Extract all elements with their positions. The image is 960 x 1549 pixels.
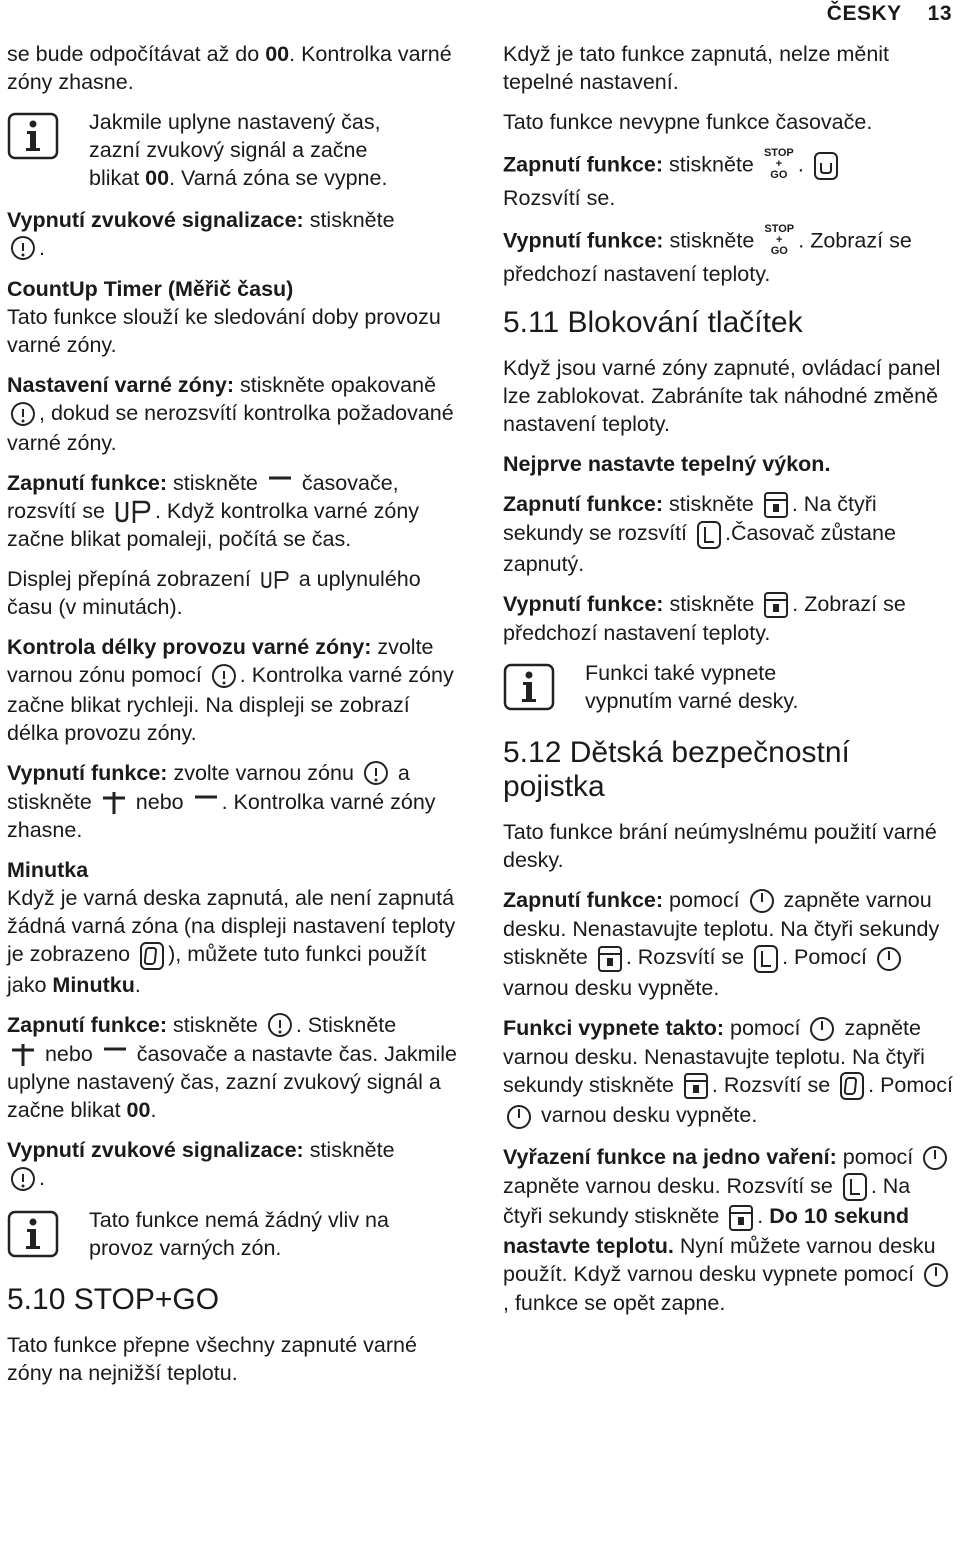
minus-icon (193, 793, 219, 813)
power-icon (922, 1144, 948, 1172)
lock-icon (683, 1072, 709, 1100)
paragraph-sound-off: Vypnutí zvukové signalizace: stiskněte . (7, 206, 467, 263)
zone-select-icon (267, 1012, 293, 1040)
section-title-key-lock: 5.11 Blokování tlačítek (503, 306, 803, 339)
power-icon (809, 1015, 835, 1043)
lock-display-icon (696, 520, 722, 550)
info-icon (7, 1210, 59, 1265)
stop-go-display-icon (813, 151, 839, 181)
zone-select-icon (10, 401, 36, 429)
paragraph-minutka: Když je varná deska zapnutá, ale není zapnutá žádná varná zóna (na displeji nastavení teploty je zobrazeno ), můžete tuto funkci použít jako Minutku. (7, 886, 456, 997)
info-note-text: Funkci také vypnete vypnutím varné desky. (585, 660, 799, 713)
paragraph-lock-off: Vypnutí funkce: stiskněte . Zobrazí se předchozí nastavení teploty. (503, 591, 906, 645)
section-title-stop-go: 5.10 STOP+GO (7, 1282, 220, 1316)
paragraph-display: Displej přepíná zobrazení a uplynulého času (v minutách). (7, 566, 421, 620)
zone-select-icon (211, 663, 237, 691)
language-label: ČESKY (826, 2, 902, 25)
info-note (7, 1206, 467, 1265)
paragraph-check: Kontrola délky provozu varné zóny: zvolte varnou zónu pomocí . Kontrolka varné zóny začne blikat rychleji. Na displeji se zobrazí délka provozu zóny. (7, 635, 454, 745)
paragraph-minutka-sound-off: Vypnutí zvukové signalizace: stiskněte . (7, 1136, 467, 1193)
paragraph-child-on: Zapnutí funkce: pomocí zapněte varnou desku. Nenastavujte teplotu. Na čtyři sekundy stiskněte . Rozsvítí se . Pomocí varnou desku vypněte. (503, 887, 940, 1000)
info-icon (7, 112, 59, 167)
paragraph-minutka-on: Zapnutí funkce: stiskněte . Stiskněte nebo časovače a nastavte čas. Jakmile uplyne nastavený čas, zazní zvukový signál a začne blikat 00. (7, 1012, 458, 1123)
stop-go-icon: STOP + GO (763, 147, 794, 181)
left-column (7, 40, 467, 1399)
paragraph-stop-go-on: Zapnutí funkce: stiskněte STOP + GO . Rozsvítí se. (503, 148, 955, 212)
lock-icon (597, 945, 623, 973)
info-icon (503, 663, 555, 718)
key-lock-first: Nejprve nastavte tepelný výkon. (503, 452, 831, 476)
plus-icon (101, 790, 127, 816)
paragraph-child-once: Vyřazení funkce na jedno vaření: pomocí zapněte varnou desku. Rozsvítí se . Na čtyři sekundy stiskněte . Do 10 sekund nastavte teplotu. Nyní můžete varnou desku použít. Když varnou desku vypnete pomocí , funkce se opět zapne. (503, 1143, 955, 1317)
countup-description: Tato funkce slouží ke sledování doby provozu varné zóny. (7, 305, 441, 358)
lock-icon (728, 1204, 754, 1232)
right-column (503, 40, 955, 1329)
paragraph-on: Zapnutí funkce: stiskněte časovače, rozsvítí se . Když kontrolka varné zóny začne blikat pomaleji, počítá se čas. (7, 470, 420, 551)
stop-go-description: Tato funkce přepne všechny zapnuté varné zóny na nejnižší teplotu. (7, 1332, 417, 1385)
lock-display-icon (842, 1172, 868, 1202)
zero-display-icon (139, 941, 165, 971)
power-icon (749, 887, 775, 915)
paragraph-lock-on: Zapnutí funkce: stiskněte . Na čtyři sekundy se rozsvítí .Časovač zůstane zapnutý. (503, 492, 896, 576)
power-icon (506, 1103, 532, 1131)
plus-icon (10, 1042, 36, 1068)
paragraph-stop-go-note: Když je tato funkce zapnutá, nelze měnit tepelné nastavení. (503, 42, 890, 94)
section-title-child-lock: 5.12 Dětská bezpečnostní pojistka (503, 735, 850, 803)
minus-icon (102, 1045, 128, 1065)
zone-select-icon (363, 760, 389, 788)
zone-select-icon (10, 235, 36, 263)
paragraph-child-off: Funkci vypnete takto: pomocí zapněte varnou desku. Nenastavujte teplotu. Na čtyři sekundy stiskněte . Rozsvítí se . Pomocí varnou desku vypněte. (503, 1014, 955, 1131)
lock-icon (763, 491, 789, 519)
up-display-icon (114, 499, 152, 525)
lock-display-icon (753, 944, 779, 974)
child-lock-description: Tato funkce brání neúmyslnému použití varné desky. (503, 819, 937, 872)
power-icon (876, 945, 902, 973)
paragraph-countdown-end: se bude odpočítávat až do 00. Kontrolka varné zóny zhasne. (7, 42, 452, 94)
stop-go-icon: STOP + GO (764, 223, 795, 257)
up-display-icon (260, 567, 290, 593)
page-number: 13 (927, 2, 952, 25)
zero-display-icon (839, 1071, 865, 1101)
info-note-text: Jakmile uplyne nastavený čas, zazní zvukový signál a začne blikat 00. Varná zóna se vypne. (89, 110, 388, 190)
info-note (7, 108, 467, 192)
zone-select-icon (10, 1166, 36, 1194)
paragraph-stop-go-timer: Tato funkce nevypne funkce časovače. (503, 110, 873, 134)
minus-icon (267, 474, 293, 494)
info-note-text: Tato funkce nemá žádný vliv na provoz varných zón. (89, 1207, 389, 1260)
info-note (503, 659, 955, 718)
power-icon (923, 1261, 949, 1289)
page-header (827, 2, 952, 26)
minutka-title: Minutka (7, 858, 89, 883)
paragraph-zone-set: Nastavení varné zóny: stiskněte opakovaně , dokud se nerozsvítí kontrolka požadované varné zóny. (7, 373, 454, 455)
key-lock-description: Když jsou varné zóny zapnuté, ovládací panel lze zablokovat. Zabráníte tak náhodné změně nastavení teploty. (503, 356, 941, 436)
countup-title: CountUp Timer (Měřič času) (7, 277, 294, 302)
paragraph-off: Vypnutí funkce: zvolte varnou zónu a stiskněte nebo . Kontrolka varné zóny zhasne. (7, 760, 436, 843)
paragraph-stop-go-off: Vypnutí funkce: stiskněte STOP + GO . Zobrazí se předchozí nastavení teploty. (503, 223, 912, 286)
lock-icon (763, 591, 789, 619)
